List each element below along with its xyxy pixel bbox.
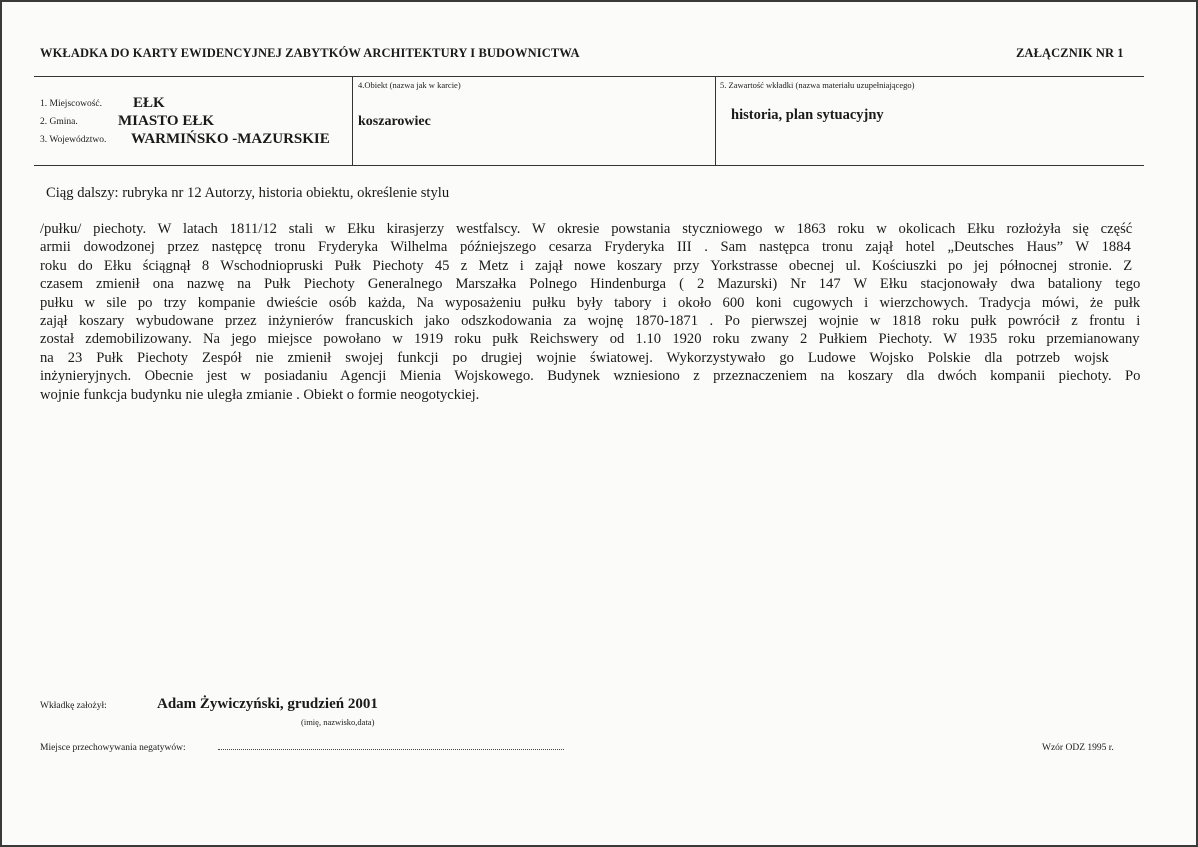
storage-dotted-line xyxy=(218,749,564,750)
history-line: zajął koszary wybudowane przez inżynierów francuskich jako odszkodowania za wojnę 1870-1871 . Po pierwszej wojnie w 1818 roku pułk powrócił z frontu i xyxy=(40,313,1141,330)
commune-value: MIASTO EŁK xyxy=(118,113,214,129)
founder-label: Wkładkę założył: xyxy=(40,701,107,711)
history-line: pułku w sile po trzy kompanie dwieście osób każda, Na wyposażeniu pułku były tabory i około 600 koni cugowych i wierzchowych. Tradycja mówi, że pułk xyxy=(40,294,1141,311)
history-text xyxy=(40,220,1140,404)
table-top-border xyxy=(34,76,1144,77)
founder-value: Adam Żywiczyński, grudzień 2001 xyxy=(157,696,378,712)
history-line: /pułku/ piechoty. W latach 1811/12 stali w Ełku kirasjerzy westfalscy. W okresie powstania styczniowego w 1863 roku w okolicach Ełku rozłożyła się część xyxy=(40,221,1133,237)
locality-label: 1. Miejscowość. xyxy=(40,99,103,109)
locality-value: EŁK xyxy=(133,95,165,111)
storage-label: Miejsce przechowywania negatywów: xyxy=(40,743,186,753)
contents-label: 5. Zawartość wkładki (nazwa materiału uzupełniającego) xyxy=(720,80,915,90)
object-label: 4.Obiekt (nazwa jak w karcie) xyxy=(358,80,461,90)
founder-hint: (imię, nazwisko,data) xyxy=(301,717,375,727)
template-note: Wzór ODZ 1995 r. xyxy=(1042,743,1114,753)
voivodeship-value: WARMIŃSKO -MAZURSKIE xyxy=(131,131,330,147)
history-line: inżynieryjnych. Obecnie jest w posiadaniu Agencji Mienia Wojskowego. Budynek wzniesiono z przeznaczeniem na koszary dla dwóch kompanii piechoty. Po xyxy=(40,368,1141,385)
commune-label: 2. Gmina. xyxy=(40,117,78,127)
table-bottom-border xyxy=(34,165,1144,166)
history-line: czasem zmienił ona nazwę na Pułk Piechoty Generalnego Marszałka Polnego Hindenburga ( 2 Mazurski) Nr 147 W Ełku stacjonowały dwa bataliony tego xyxy=(40,276,1141,293)
history-line: na 23 Pułk Piechoty Zespół nie zmienił swojej funkcji po drugiej wojnie światowej. Wykorzystywało go Ludowe Wojsko Polskie dla potrzeb wojsk xyxy=(40,349,1109,366)
contents-value: historia, plan sytuacyjny xyxy=(731,107,884,123)
continuation-heading: Ciąg dalszy: rubryka nr 12 Autorzy, historia obiektu, określenie stylu xyxy=(46,185,450,201)
history-line: roku do Ełku ściągnął 8 Wschodniopruski Pułk Piechoty 45 z Metz i zajął nowe koszary przy Yorkstrasse obecnej ul. Kościuszki po jej północnej stronie. Z xyxy=(40,257,1133,274)
object-value: koszarowiec xyxy=(358,114,431,129)
history-line: wojnie funkcja budynku nie uległa zmianie . Obiekt o formie neogotyckiej. xyxy=(40,386,480,403)
form-title: WKŁADKA DO KARTY EWIDENCYJNEJ ZABYTKÓW ARCHITEKTURY I BUDOWNICTWA xyxy=(40,46,580,60)
voivodeship-label: 3. Województwo. xyxy=(40,135,107,145)
history-line: został zdemobilizowany. Na jego miejsce powołano w 1919 roku pułk Reichswery od 1.10 1920 roku zwany 2 Pułkiem Piechoty. W 1935 roku przemianowany xyxy=(40,331,1140,348)
table-divider-2 xyxy=(715,76,716,165)
attachment-number: ZAŁĄCZNIK NR 1 xyxy=(1016,46,1124,60)
table-divider-1 xyxy=(352,76,353,165)
history-line: armii dowodzonej przez następcę tronu Fryderyka Wilhelma późniejszego cesarza Fryderyka III . Sam następca tronu zajął hotel „Deutsches Haus” W 1884 xyxy=(40,239,1131,256)
